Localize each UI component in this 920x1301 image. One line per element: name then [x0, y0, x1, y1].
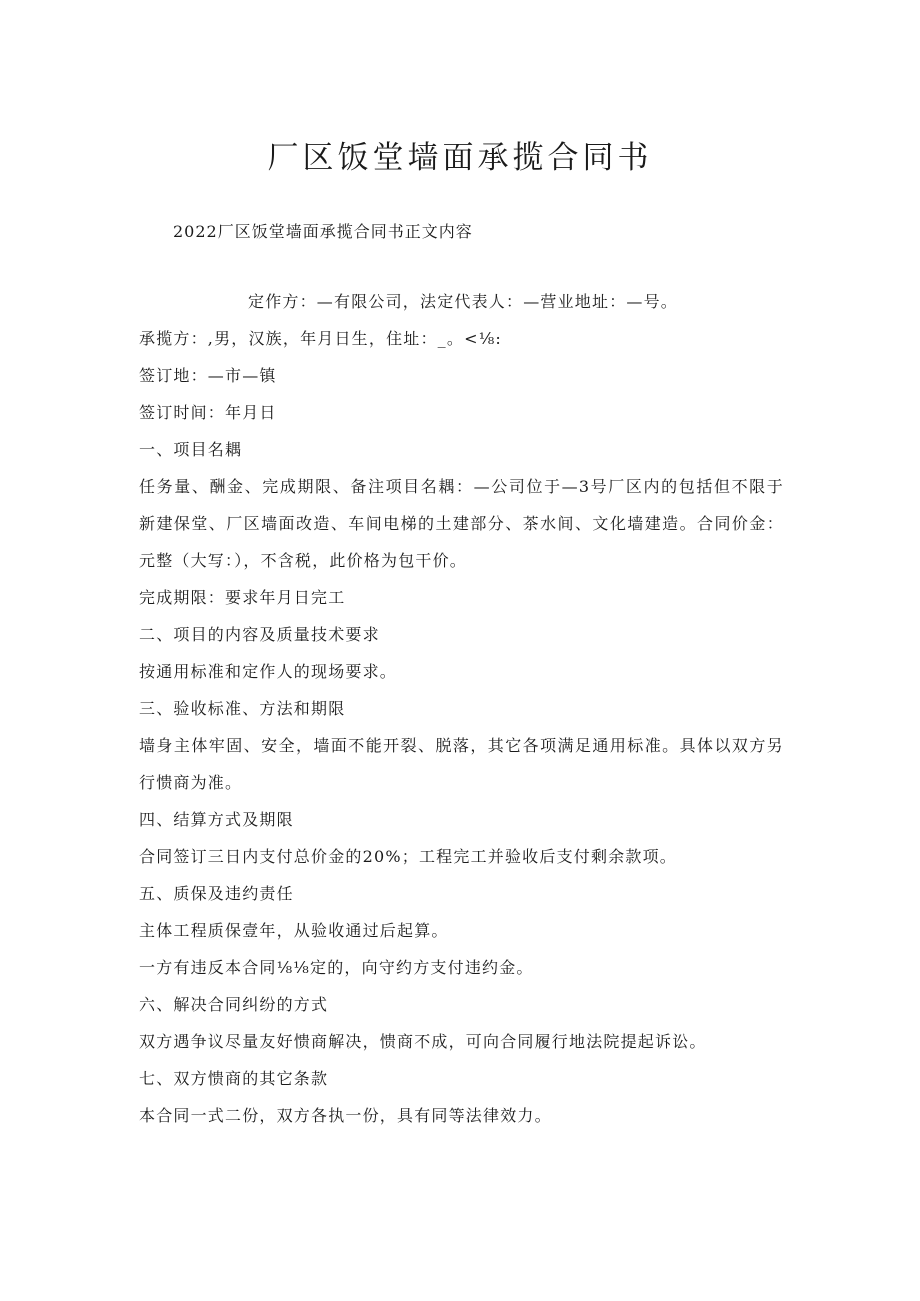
section-heading-5: 五、质保及违约责任 [139, 884, 294, 903]
section-body-6: 双方遇争议尽量友好愦商解决，愦商不成，可向合同履行地法院提起诉讼。 [139, 1032, 707, 1051]
contractor-party-line: 承揽方：,男，汉族，年月日生，住址：_。<⅛: [139, 329, 502, 348]
section-heading-7: 七、双方愦商的其它条款 [139, 1069, 329, 1088]
section-body-4: 合同签订三日内支付总价金的20%；工程完工并验收后支付剩余款项。 [139, 847, 677, 866]
sign-place-line: 签订地：—市—镇 [139, 366, 277, 385]
section-body-5a: 主体工程质保壹年，从验收通过后起算。 [139, 921, 449, 940]
section-heading-6: 六、解决合同纠纷的方式 [139, 995, 329, 1014]
section-body-3: 墙身主体牢固、安全，墙面不能开裂、脱落，其它各项满足通用标准。具体以双方另行愦商为准。 [139, 736, 784, 792]
document-title: 厂区饭堂墙面承揽合同书 [267, 140, 653, 176]
sign-time-line: 签订时间：年月日 [139, 403, 277, 422]
section-heading-3: 三、验收标准、方法和期限 [139, 699, 346, 718]
section-heading-4: 四、结算方式及期限 [139, 810, 294, 829]
maker-party-line: 定作方：—有限公司，法定代表人：—营业地址：—号。 [248, 292, 679, 311]
section-body-1: 任务量、酬金、完成期限、备注项目名耦：—公司位于—3号厂区内的包括但不限于新建保堂、厂区墙面改造、车间电梯的土建部分、茶水间、文化墙建造。合同价金：元整（大写：），不含税，此价格为包干价。 [139, 477, 784, 570]
section-body-2: 按通用标准和定作人的现场要求。 [139, 662, 398, 681]
section-heading-2: 二、项目的内容及质量技术要求 [139, 625, 380, 644]
section-heading-1: 一、项目名耦 [139, 440, 243, 459]
section-body-7: 本合同一式二份，双方各执一份，具有同等法律效力。 [139, 1106, 552, 1125]
section-body-5b: 一方有违反本合同⅛⅛定的，向守约方支付违约金。 [139, 958, 534, 977]
document-subtitle: 2022厂区饭堂墙面承揽合同书正文内容 [173, 222, 473, 241]
deadline-line: 完成期限：要求年月日完工 [139, 588, 346, 607]
